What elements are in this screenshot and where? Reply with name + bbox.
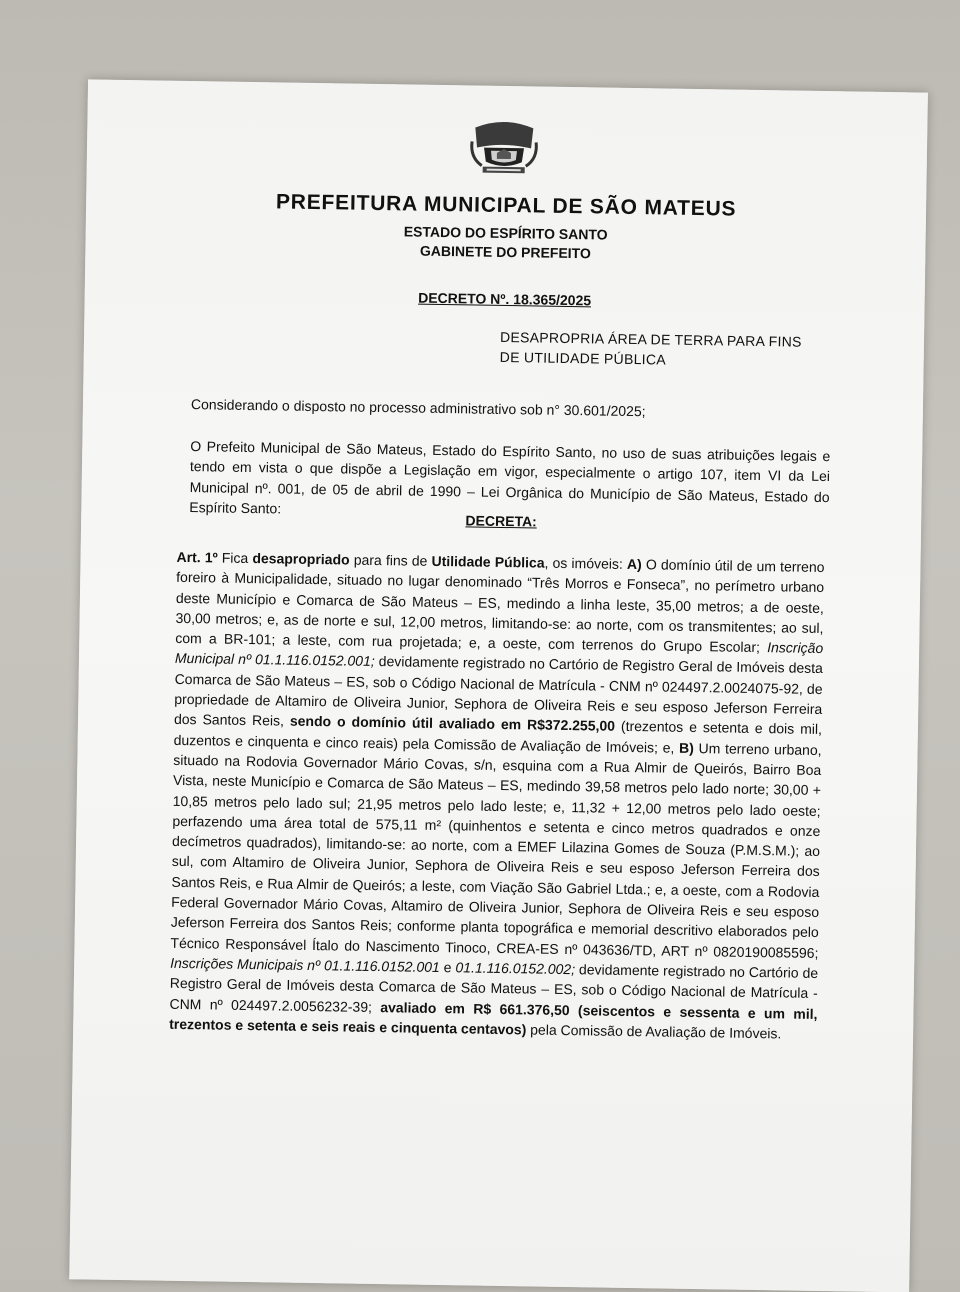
item-b-text: Um terreno urbano, situado na Rodovia Governador Mário Covas, s/n, esquina com a Rua Almir de Queirós, Bairro Boa Vista, neste Município e Comarca de São Mateus – ES, medindo 39,58 metros pelo lado norte; 30,00 + 10,85 metros pelo lado sul; 21,95 metros pelo lado leste; e, 11,32 + 12,00 metros pelo lado oeste; perfazendo uma área total de 575,11 m² (quinhentos e setenta e cinco metros quadrados e onze decímetros quadrados), limitando-se: ao norte, com a EMEF Lilazina Gomes de Souza (P.M.S.M.); ao sul, com Altamiro de Oliveira Junior, Sephora de Oliveira Reis e seu esposo Jeferson Ferreira dos Santos Reis, e Rua Almir de Queirós; a leste, com Viação São Gabriel Ltda.; e, a oeste, com a Rodovia Federal Governador Mário Covas, Altamiro de Oliveira Junior, Sephora de Oliveira Reis e seu esposo Jeferson Ferreira dos Santos Reis; conforme planta topográfica e memorial descritivo elaborados pelo Técnico Responsável Ítalo do Nascimento Tinoco, CREA-ES nº 043636/TD, ART nº 0820190085596; <box>170 739 822 961</box>
preamble-paragraph: O Prefeito Municipal de São Mateus, Estado do Espírito Santo, no uso de suas atribuições legais e tendo em vista o que dispõe a Legislação em vigor, especialmente o artigo 107, item VI da Lei Municipal nº. 001, de 05 de abril de 1990 – Lei Orgânica do Município de São Mateus, Estado do Espírito Santo: <box>189 438 831 517</box>
considering-paragraph: Considerando o disposto no processo administrativo sob n° 30.601/2025; <box>190 396 646 420</box>
valuation-a: sendo o domínio útil avaliado em R$372.255,00 <box>289 713 616 735</box>
office-name: GABINETE DO PREFEITO <box>419 242 591 262</box>
state-name: ESTADO DO ESPÍRITO SANTO <box>403 223 608 243</box>
text-run: , os imóveis: <box>544 554 628 572</box>
municipal-registration: 01.1.116.0152.002; <box>455 959 576 978</box>
bold-run: Utilidade Pública <box>431 552 545 571</box>
document-page <box>69 79 928 1292</box>
municipality-title: PREFEITURA MUNICIPAL DE SÃO MATEUS <box>275 190 737 221</box>
text-run: e <box>439 958 456 976</box>
item-a-text: O domínio útil de um terreno foreiro à Municipalidade, situado no lugar denominado “Três Morros e Fonseca”, no perímetro urbano deste Município e Comarca de São Mateus – ES, medindo a linha leste, 35,00 metros; a de oeste, 30,00 metros; e, as de norte e sul, 12,00 metros, limitando-se: ao norte, com os transmitentes; ao sul, com a BR-101; a leste, com rua projetada; e, a oeste, com terrenos do Grupo Escolar; <box>175 556 825 656</box>
article-label: Art. 1º <box>176 548 218 566</box>
text-run: Fica <box>217 549 253 567</box>
text-run: pela Comissão de Avaliação de Imóveis. <box>526 1021 782 1042</box>
decree-number: DECRETO Nº. 18.365/2025 <box>418 289 592 309</box>
valuation-b: avaliado em R$ 661.376,50 (seiscentos e sessenta e um mil, trezentos e setenta e seis reais e cinquenta centavos) <box>169 998 818 1038</box>
municipal-coat-of-arms-icon <box>469 117 540 176</box>
text-run: para fins de <box>349 551 432 569</box>
text-run: (trezentos e setenta e dois mil, duzentos e cinquenta e cinco reais) pela Comissão de Avaliação de Imóveis; e, <box>173 718 823 756</box>
municipal-registrations: Inscrições Municipais nº 01.1.116.0152.001 <box>170 954 440 975</box>
article-1 <box>169 547 825 1044</box>
letterhead <box>85 187 926 266</box>
municipal-registration: Inscrição Municipal nº 01.1.116.0152.001; <box>174 639 824 670</box>
text-run: devidamente registrado no Cartório de Registro Geral de Imóveis desta Comarca de São Mateus – ES, sob o Código Nacional de Matrícula - CNM nº 024497.2.0056232-39; <box>169 961 819 1015</box>
item-b-label: B) <box>678 739 694 756</box>
decreta-heading: DECRETA: <box>465 512 537 530</box>
bold-run: desapropriado <box>252 550 350 568</box>
text-run: devidamente registrado no Cartório de Registro Geral de Imóveis desta Comarca de São Mateus – ES, sob o Código Nacional de Matrícula - CNM nº 024497.2.0024075-92, de propriedade de Altamiro de Oliveira Junior, Sephora de Oliveira Reis e seu esposo Jeferson Ferreira dos Santos Reis, <box>173 653 824 730</box>
item-a-label: A) <box>626 555 642 573</box>
decree-summary: DESAPROPRIA ÁREA DE TERRA PARA FINS DE UTILIDADE PÚBLICA <box>499 328 802 368</box>
